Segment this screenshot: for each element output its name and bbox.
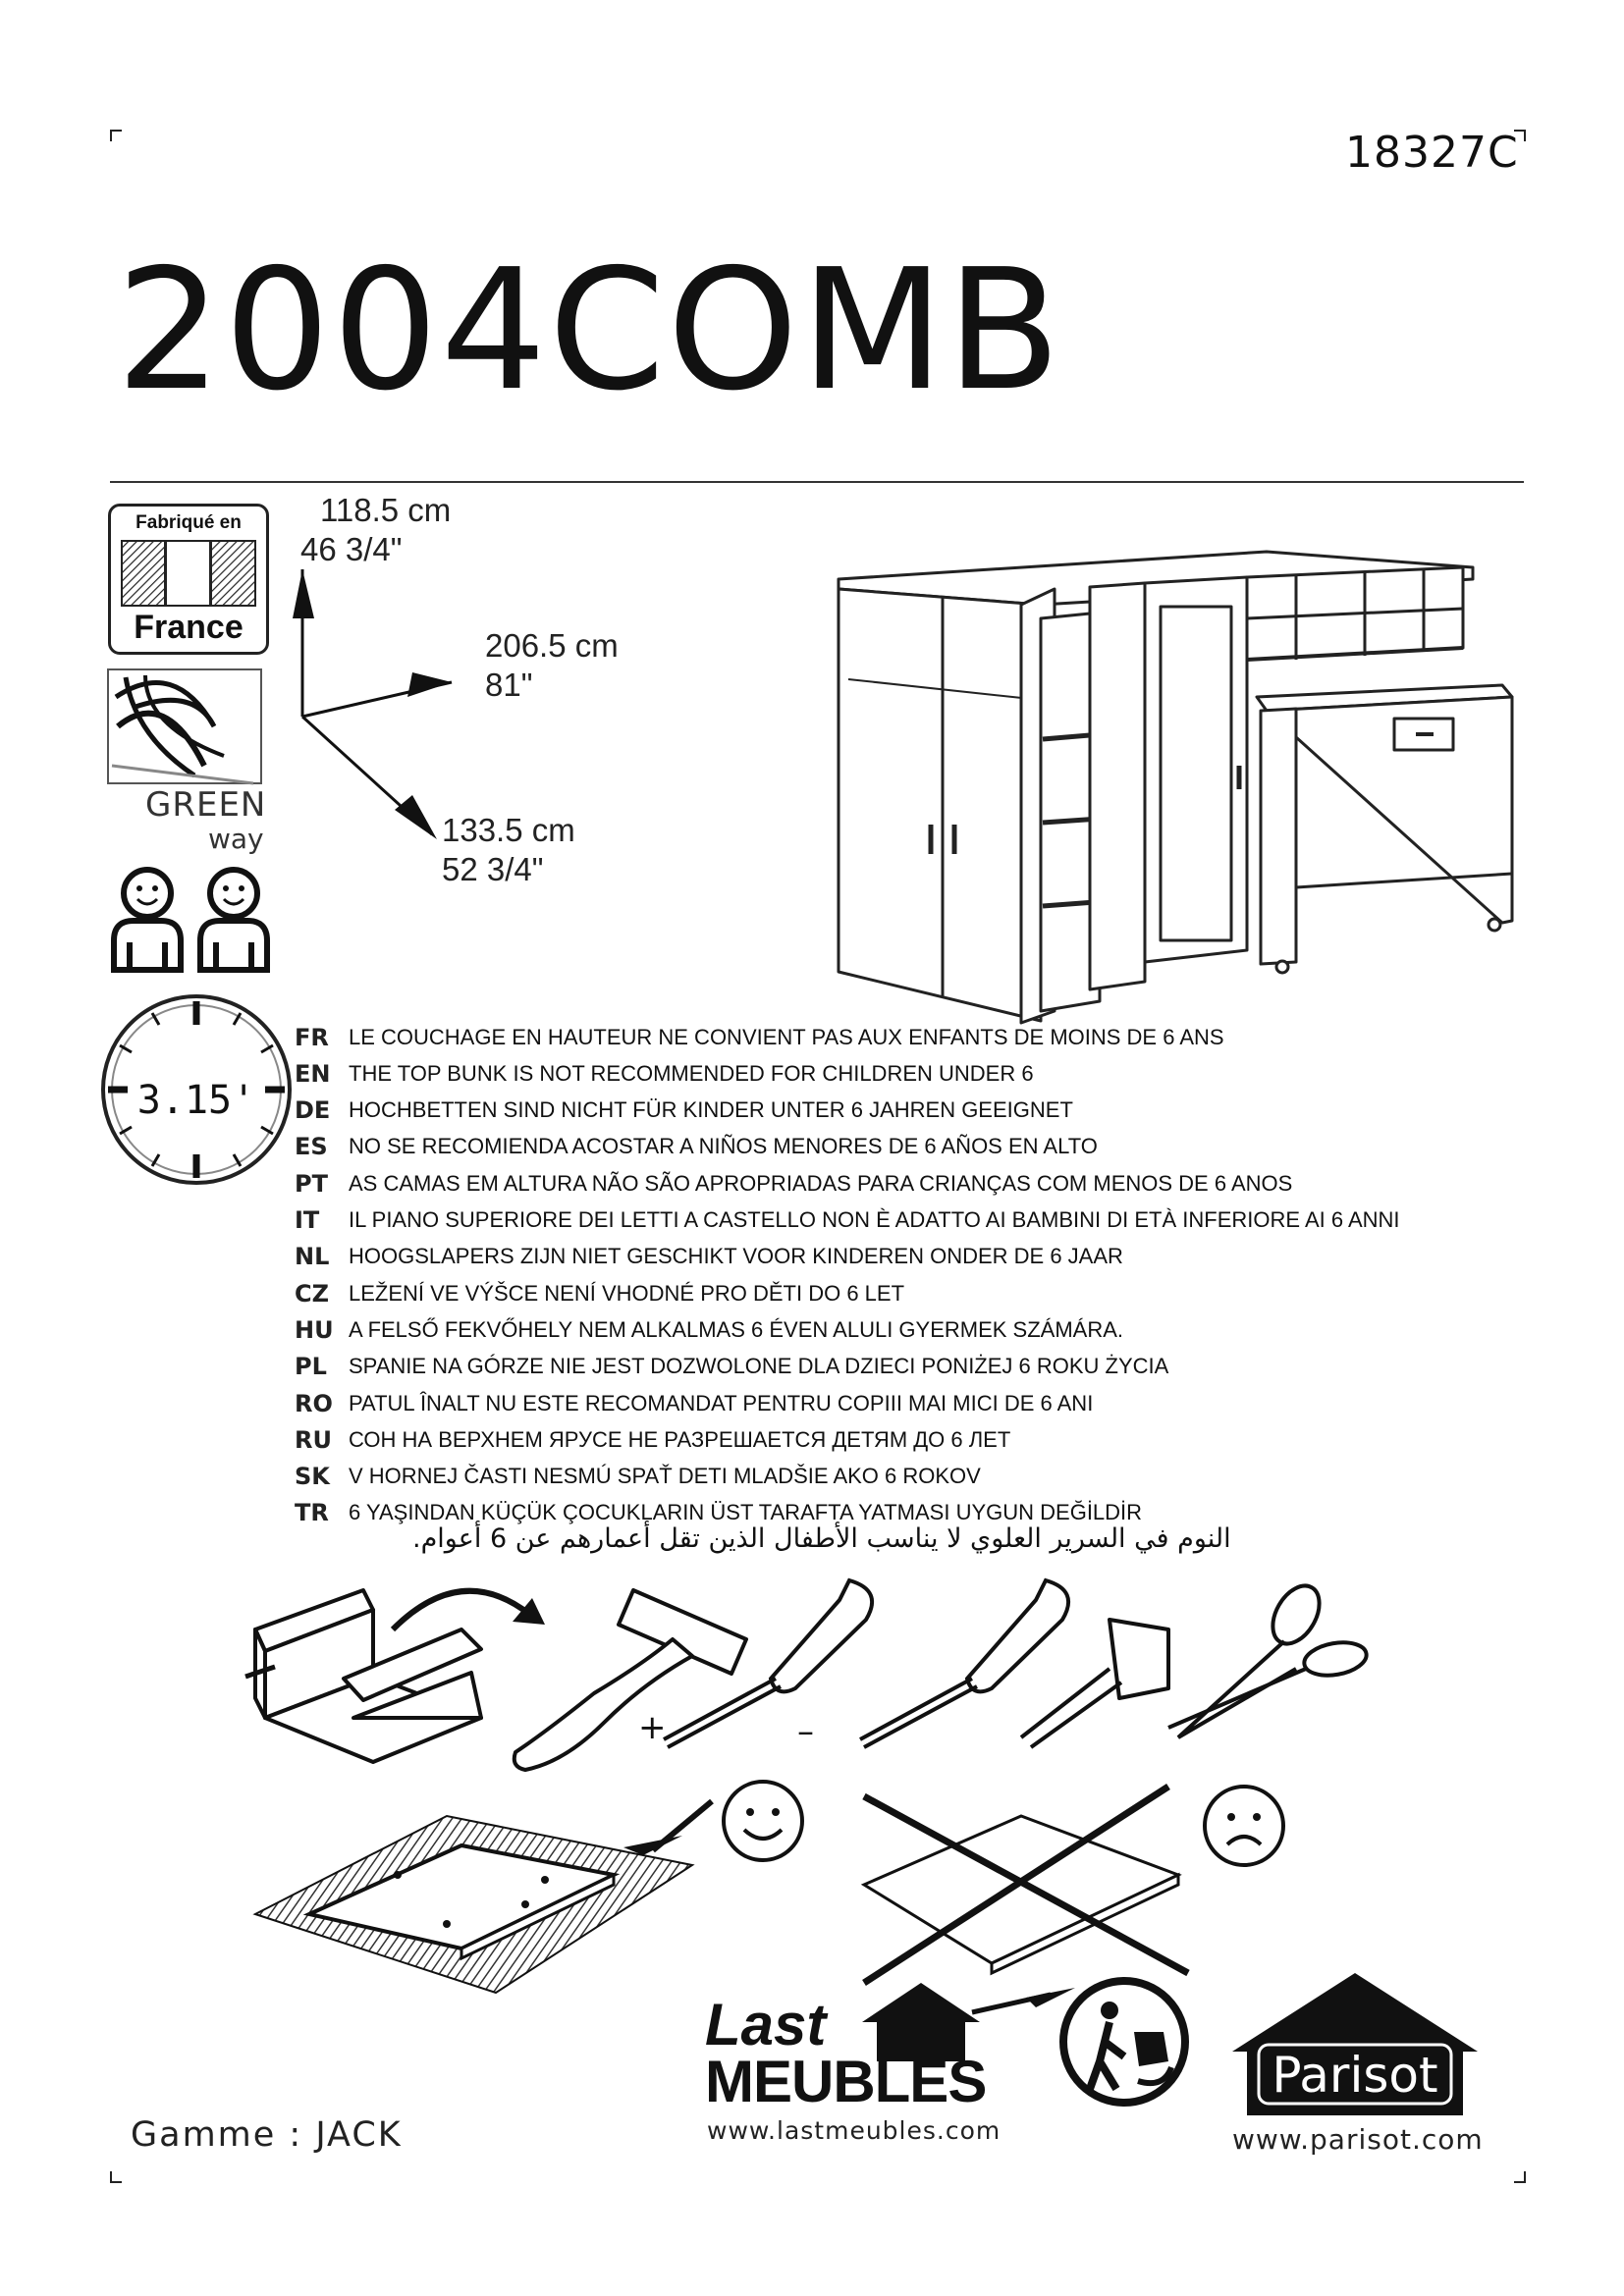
warning-row — [295, 1275, 904, 1311]
language-code: IT — [295, 1206, 320, 1234]
two-children-icon — [108, 864, 285, 974]
warning-text: V HORNEJ ČASTI NESMÚ SPAŤ DETI MLADŠIE AKO 6 ROKOV — [349, 1464, 981, 1489]
warning-row — [295, 1421, 1010, 1458]
crop-mark-bottom-left — [110, 2171, 122, 2183]
language-code: RO — [295, 1389, 333, 1417]
lastmeubles-logo — [705, 1992, 987, 2114]
warning-text: HOOGSLAPERS ZIJN NIET GESCHIKT VOOR KINDEREN ONDER DE 6 JAAR — [349, 1244, 1123, 1269]
warning-text: HOCHBETTEN SIND NICHT FÜR KINDER UNTER 6 JAHREN GEEIGNET — [349, 1097, 1073, 1123]
height-dimension — [300, 491, 452, 569]
warning-row — [295, 1165, 1292, 1201]
warning-row — [295, 1239, 1123, 1275]
made-in-country: France — [134, 609, 244, 646]
warning-text: LEŽENÍ VE VÝŠCE NENÍ VHODNÉ PRO DĚTI DO 6 LET — [349, 1280, 905, 1306]
warning-text: A FELSŐ FEKVŐHELY NEM ALKALMAS 6 ÉVEN ALULI GYERMEK SZÁMÁRA. — [349, 1316, 1124, 1342]
height-cm: 118.5 cm — [320, 492, 452, 528]
depth-in: 81" — [485, 667, 533, 703]
language-code: RU — [295, 1425, 332, 1454]
language-code: PL — [295, 1353, 327, 1381]
warning-text: СОН НА ВЕРХНЕМ ЯРУСЕ НЕ РАЗРЕШАЕТСЯ ДЕТЯМ ДО 6 ЛЕТ — [349, 1426, 1011, 1452]
plus-sign: + — [638, 1708, 667, 1747]
warning-text: PATUL ÎNALT NU ESTE RECOMANDAT PENTRU COPIII MAI MICI DE 6 ANI — [349, 1390, 1094, 1415]
smile-face-icon — [719, 1777, 807, 1865]
green-way-logo-icon — [106, 667, 263, 785]
language-code: SK — [295, 1463, 330, 1491]
warning-row — [295, 1459, 981, 1495]
made-in-france-badge — [108, 504, 269, 655]
depth-cm: 206.5 cm — [485, 627, 619, 664]
recycle-icon — [1056, 1973, 1193, 2110]
warning-text: IL PIANO SUPERIORE DEI LETTI A CASTELLO NON È ADATTO AI BAMBINI DI ETÀ INFERIORE AI 6 ANNI — [349, 1207, 1400, 1232]
flag-icon — [121, 540, 256, 607]
way-text: way — [208, 823, 264, 855]
warning-row — [295, 1202, 1400, 1239]
parisot-name: Parisot — [1272, 2047, 1438, 2104]
warning-text: 6 YAŞINDAN KÜÇÜK ÇOCUKLARIN ÜST TARAFTA YATMASI UYGUN DEĞİLDİR — [349, 1500, 1143, 1525]
width-cm: 133.5 cm — [442, 812, 575, 848]
green-text: GREEN — [145, 785, 267, 825]
warning-text: NO SE RECOMIENDA ACOSTAR A NIÑOS MENORES DE 6 AÑOS EN ALTO — [349, 1134, 1098, 1159]
width-in: 52 3/4" — [442, 851, 544, 887]
warning-row — [295, 1349, 1168, 1385]
bed-illustration — [835, 550, 1522, 991]
reference-number: 18327C — [1345, 128, 1519, 178]
assemble-on-carpet-illustration — [250, 1777, 702, 2002]
language-code: DE — [295, 1096, 331, 1125]
language-code: CZ — [295, 1279, 330, 1308]
language-code: PT — [295, 1169, 328, 1198]
warning-row — [295, 1055, 1034, 1092]
depth-dimension — [485, 626, 619, 705]
language-code: NL — [295, 1243, 330, 1271]
sad-face-icon — [1200, 1782, 1288, 1870]
warning-row — [295, 1093, 1073, 1129]
language-code: EN — [295, 1059, 331, 1088]
parisot-url[interactable]: www.parisot.com — [1232, 2123, 1484, 2156]
warning-row — [295, 1019, 1224, 1055]
header-divider — [110, 481, 1524, 483]
language-code: HU — [295, 1315, 334, 1344]
warning-row — [295, 1385, 1093, 1421]
lastmeubles-word-last: Last — [705, 1992, 827, 2057]
crop-mark-top-left — [110, 130, 122, 141]
warning-text: LE COUCHAGE EN HAUTEUR NE CONVIENT PAS AUX ENFANTS DE MOINS DE 6 ANS — [349, 1024, 1224, 1049]
age-clock-text: 3.15' — [128, 1078, 265, 1123]
minus-sign: – — [797, 1712, 814, 1751]
crop-mark-bottom-right — [1514, 2171, 1526, 2183]
warning-row — [295, 1129, 1098, 1165]
lastmeubles-word-meubles: MEUBLES — [705, 2049, 987, 2114]
height-in: 46 3/4" — [300, 531, 403, 567]
product-range: Gamme : JACK — [131, 2115, 403, 2155]
language-code: ES — [295, 1133, 328, 1161]
warning-row — [295, 1311, 1123, 1348]
lastmeubles-url[interactable]: www.lastmeubles.com — [707, 2116, 1001, 2145]
scissors-icon — [1159, 1580, 1365, 1747]
warning-text: AS CAMAS EM ALTURA NÃO SÃO APROPRIADAS PARA CRIANÇAS COM MENOS DE 6 ANOS — [349, 1170, 1293, 1196]
warning-arabic: النوم في السرير العلوي لا يناسب الأطفال الذين تقل أعمارهم عن 6 أعوام. — [412, 1523, 1231, 1554]
product-code: 2004COMB — [116, 234, 1063, 428]
warning-text: THE TOP BUNK IS NOT RECOMMENDED FOR CHILDREN UNDER 6 — [349, 1060, 1034, 1086]
language-code: FR — [295, 1023, 329, 1051]
warning-text: SPANIE NA GÓRZE NIE JEST DOZWOLONE DLA DZIECI PONIŻEJ 6 ROKU ŻYCIA — [349, 1354, 1169, 1379]
language-code: TR — [295, 1499, 329, 1527]
width-dimension — [442, 811, 575, 889]
made-in-label: Fabriqué en — [135, 512, 242, 533]
